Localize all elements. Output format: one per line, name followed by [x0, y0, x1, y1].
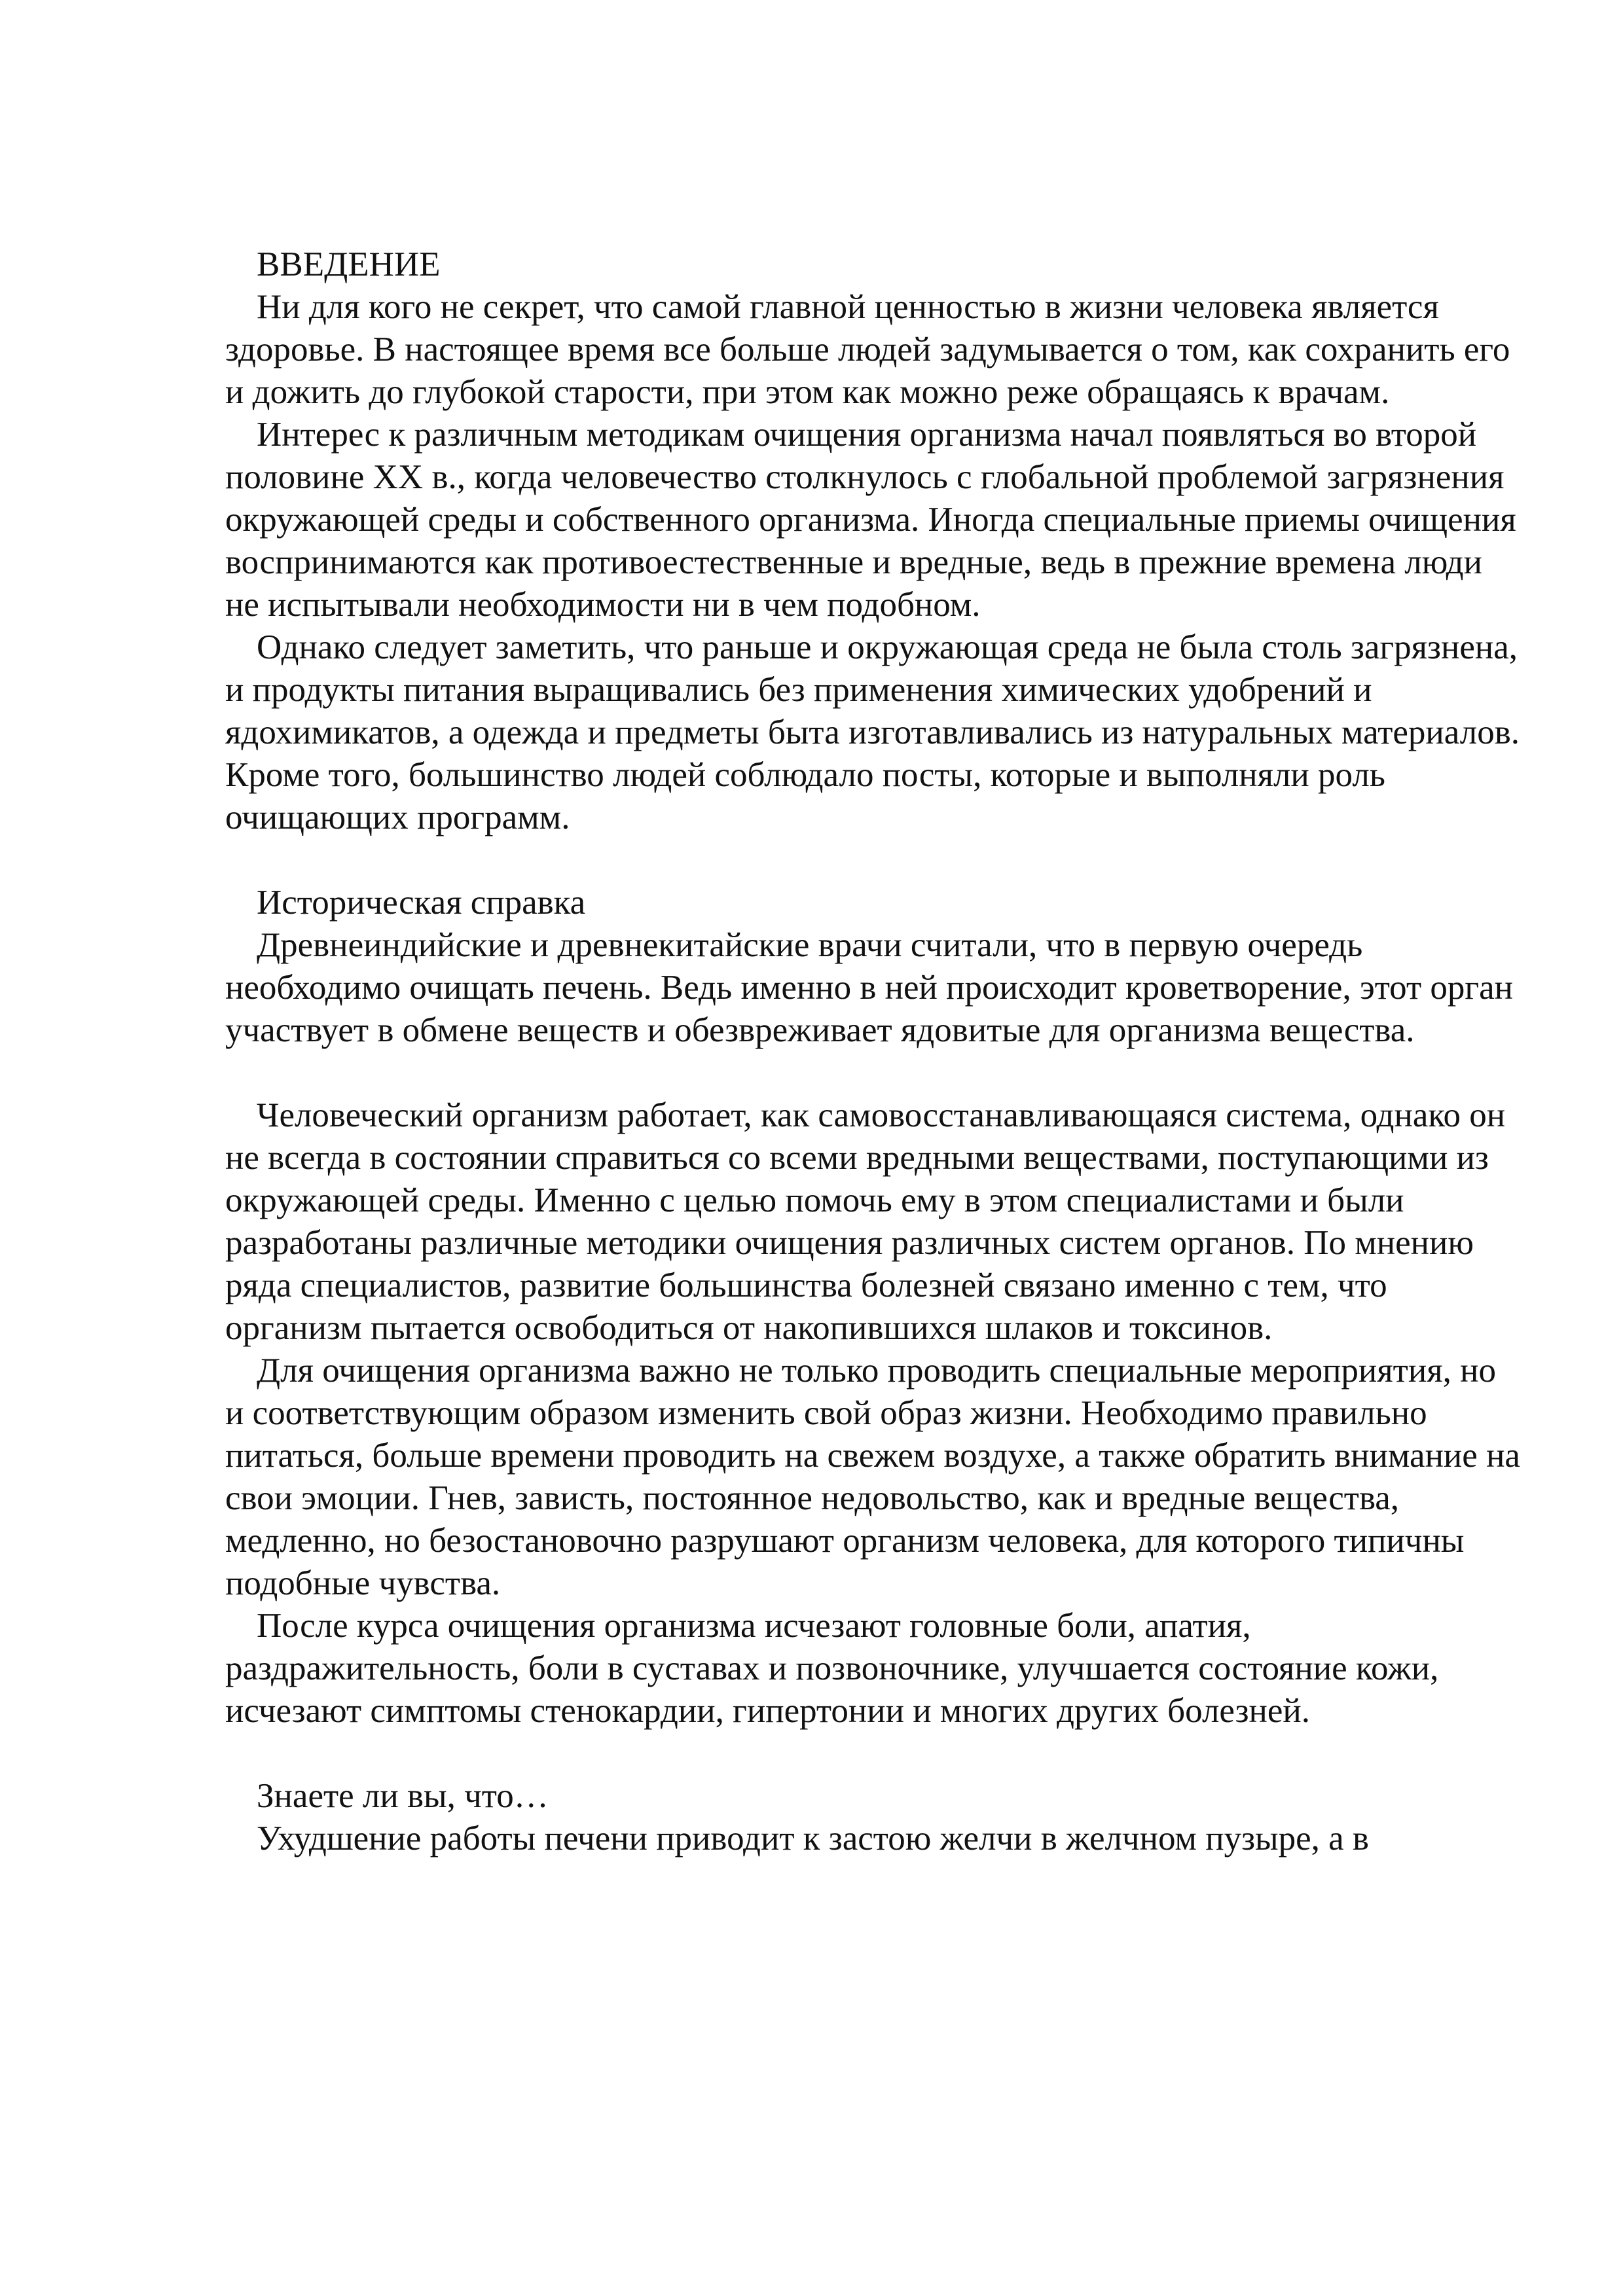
- paragraph: Ни для кого не секрет, что самой главной ценностью в жизни человека является здоровье. В настоящее время все больше людей задумывается о том, как сохранить его и дожить до глубокой старости, при этом как можно реже обращаясь к врачам.: [225, 288, 1510, 411]
- paragraph: Однако следует заметить, что раньше и окружающая среда не была столь загрязнена, и продукты питания выращивались без применения химических удобрений и ядохимикатов, а одежда и предметы быта изготавливались из натуральных материалов. Кроме того, большинство людей соблюдало посты, которые и выполняли роль очищающих программ.: [225, 628, 1520, 836]
- spacer: [225, 839, 1522, 882]
- paragraph: После курса очищения организма исчезают головные боли, апатия, раздражительность, боли в суставах и позвоночнике, улучшается состояние кожи, исчезают симптомы стенокардии, гипертонии и многих других болезней.: [225, 1607, 1439, 1730]
- paragraph: Интерес к различным методикам очищения организма начал появляться во второй половине XX в., когда человечество столкнулось с глобальной проблемой загрязнения окружающей среды и собственного организма. Иногда специальные приемы очищения воспринимаются как противоестественные и вредные, ведь в прежние времена люди не испытывали необходимости ни в чем подобном.: [225, 416, 1516, 624]
- section-heading-did-you-know: Знаете ли вы, что…: [257, 1777, 549, 1815]
- spacer: [225, 1052, 1522, 1094]
- paragraph: Для очищения организма важно не только проводить специальные мероприятия, но и соответствующим образом изменить свой образ жизни. Необходимо правильно питаться, больше времени проводить на свежем воздухе, а также обратить внимание на свои эмоции. Гнев, зависть, постоянное недовольство, как и вредные вещества, медленно, но безостановочно разрушают организм человека, для которого типичны подобные чувства.: [225, 1352, 1520, 1602]
- paragraph: Ухудшение работы печени приводит к застою желчи в желчном пузыре, а в: [257, 1820, 1369, 1857]
- spacer: [225, 1732, 1522, 1775]
- document-body: [225, 243, 1522, 1860]
- section-heading-introduction: ВВЕДЕНИЕ: [257, 245, 441, 283]
- paragraph: Человеческий организм работает, как самовосстанавливающаяся система, однако он не всегда в состоянии справиться со всеми вредными веществами, поступающими из окружающей среды. Именно с целью помочь ему в этом специалистами и были разработаны различные методики очищения различных систем органов. По мнению ряда специалистов, развитие большинства болезней связано именно с тем, что организм пытается освободиться от накопившихся шлаков и токсинов.: [225, 1096, 1506, 1347]
- section-heading-history: Историческая справка: [257, 884, 586, 922]
- paragraph: Древнеиндийские и древнекитайские врачи считали, что в первую очередь необходимо очищать печень. Ведь именно в ней происходит кроветворение, этот орган участвует в обмене веществ и обезвреживает ядовитые для организма вещества.: [225, 926, 1514, 1049]
